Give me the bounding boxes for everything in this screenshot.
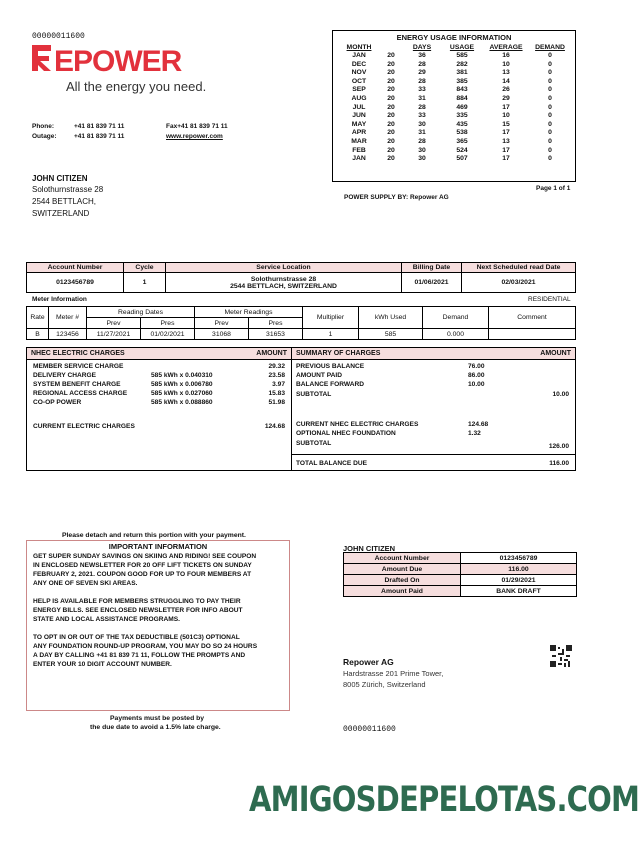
meter-title: Meter Information [32,296,87,303]
customer-name: JOHN CITIZEN [32,174,88,183]
demand-value: 0.000 [423,329,489,340]
info-line: FEBRUARY 2, 2021. COUPON GOOD FOR UP TO FOUR MEMBERS AT [33,571,252,578]
usage-cell: 31 [418,94,426,102]
usage-cell: 884 [456,94,468,102]
cycle-header: Cycle [124,263,166,273]
customer-city: 2544 BETTLACH, [32,197,97,206]
usage-cell: 0 [548,129,552,137]
watermark-text: AMIGOSDEPELOTAS.COM [249,780,639,820]
document-number: 00000011600 [32,32,85,41]
usage-cell: 435 [456,120,468,128]
usage-row [339,86,571,95]
supplier-line: POWER SUPPLY BY: Repower AG [344,194,449,201]
nhec-amount-header: AMOUNT [256,350,287,357]
usage-cell: 29 [502,94,510,102]
usage-cell: 0 [548,94,552,102]
usage-cell: 33 [418,112,426,120]
account-table [26,262,576,293]
usage-row [339,104,571,113]
pres-date-value: 01/02/2021 [141,329,195,340]
summary-title: SUMMARY OF CHARGES [296,350,381,357]
usage-cell: 28 [418,103,426,111]
usage-cell: 13 [502,137,510,145]
foundation-value: 1.32 [468,430,481,437]
usage-row [339,121,571,130]
usage-cell: DEC [351,60,367,68]
nhec-title: NHEC ELECTRIC CHARGES [31,350,125,357]
info-line: A DAY BY CALLING +41 81 839 71 11, FOLLOW THE PROMPTS AND [33,652,246,659]
account-number-header: Account Number [27,263,124,273]
usage-cell: 30 [418,120,426,128]
outage-number[interactable]: +41 81 839 71 11 [74,133,125,140]
previous-balance-value: 76.00 [468,363,485,370]
svg-text:EPOWER: EPOWER [54,45,182,78]
service-location: Solothurnstrasse 28 2544 BETTLACH, SWITZERLAND [166,273,402,293]
subtotal-label: SUBTOTAL [296,391,332,398]
usage-cell: 33 [418,86,426,94]
charge-amount: 51.98 [268,399,285,406]
usage-cell: 585 [456,52,468,59]
charge-detail: 585 kWh x 0.006780 [151,381,213,388]
usage-cell: 0 [548,86,552,94]
total-due-value: 116.00 [549,460,569,467]
payment-label: Amount Due [344,564,461,575]
info-line: IN ENCLOSED NEWSLETTER FOR 20 OFF LIFT TICKETS ON SUNDAY [33,562,252,569]
usage-col-usage: USAGE [449,44,475,51]
usage-col-demand: DEMAND [535,44,565,51]
usage-cell: 10 [502,112,510,120]
usage-cell: 36 [418,52,426,59]
usage-col-days: DAYS [412,44,432,51]
previous-balance-label: PREVIOUS BALANCE [296,363,365,370]
charge-detail: 585 kWh x 0.040310 [151,372,213,379]
prev-date-value: 11/27/2021 [87,329,141,340]
company-address-line2: 8005 Zürich, Switzerland [343,680,426,689]
usage-row [339,69,571,78]
usage-cell: 0 [548,69,552,77]
billing-date-header: Billing Date [402,263,462,273]
important-info-box [26,540,290,711]
balance-forward-value: 10.00 [468,381,485,388]
info-line: ANY FOUNDATION ROUND-UP PROGRAM, YOU MAY DO SO 24 HOURS [33,643,258,650]
current-charges-amount: 124.68 [264,423,285,430]
meter-number-value: 123456 [49,329,87,340]
usage-cell: 507 [456,155,468,163]
summary-box [292,347,576,471]
usage-cell: 28 [418,77,426,85]
usage-cell: APR [351,129,367,137]
amount-paid-label: AMOUNT PAID [296,372,343,379]
prev-read-value: 31068 [195,329,249,340]
payment-row [344,586,577,597]
energy-usage-box [332,30,576,182]
usage-cell: 28 [418,137,426,145]
website-link[interactable]: www.repower.com [166,133,223,140]
usage-cell: JAN [352,155,366,163]
kwh-value: 585 [359,329,423,340]
usage-cell: 17 [502,146,510,154]
usage-row [339,129,571,138]
info-line: ANY ONE OF SEVEN SKI AREAS. [33,580,138,587]
usage-cell: 0 [548,60,552,68]
usage-cell: 20 [387,112,395,120]
usage-cell: 0 [548,155,552,163]
usage-cell: 0 [548,146,552,154]
nhec-charges-box [26,347,292,471]
charge-amount: 15.83 [268,390,285,397]
usage-cell: 20 [387,60,395,68]
usage-cell: OCT [351,77,367,85]
payment-row [344,564,577,575]
usage-cell: JUN [352,112,366,120]
usage-row [339,147,571,156]
usage-cell: 20 [387,146,395,154]
subtotal2-label: SUBTOTAL [296,440,332,447]
subtotal2-value: 126.00 [548,443,569,450]
qr-code-icon [550,645,572,672]
usage-cell: 30 [418,155,426,163]
usage-title: ENERGY USAGE INFORMATION [396,33,512,42]
pres-read-header: Pres [249,318,303,329]
usage-row [339,138,571,147]
info-line: TO OPT IN OR OUT OF THE TAX DEDUCTIBLE (501C3) OPTIONAL [33,634,240,641]
usage-col-month: MONTH [346,44,372,51]
usage-cell: 524 [456,146,468,154]
company-name: Repower AG [343,657,394,667]
usage-cell: 14 [502,77,510,85]
usage-cell: 0 [548,112,552,120]
charge-label: SYSTEM BENEFIT CHARGE [33,381,121,388]
usage-cell: 17 [502,155,510,163]
usage-cell: 282 [456,60,468,68]
charge-detail: 585 kWh x 0.027060 [151,390,213,397]
next-read-date: 02/03/2021 [462,273,576,293]
billing-date: 01/06/2021 [402,273,462,293]
usage-cell: 26 [502,86,510,94]
page-indicator: Page 1 of 1 [536,185,571,192]
meter-table [26,306,576,340]
total-due-label: TOTAL BALANCE DUE [296,460,368,467]
charge-amount: 3.97 [272,381,285,388]
charge-amount: 29.32 [268,363,285,370]
foundation-label: OPTIONAL NHEC FOUNDATION [296,430,396,437]
usage-cell: AUG [351,94,367,102]
rate-header: Rate [27,307,49,329]
usage-cell: JUL [352,103,366,111]
account-number: 0123456789 [27,273,124,293]
payment-table [343,552,577,597]
usage-cell: 29 [418,69,426,77]
usage-cell: 20 [387,155,395,163]
prev-date-header: Prev [87,318,141,329]
demand-header: Demand [423,307,489,329]
charge-label: MEMBER SERVICE CHARGE [33,363,124,370]
post-note-line1: Payments must be posted by [110,715,205,722]
usage-cell: 385 [456,77,468,85]
usage-cell: 20 [387,86,395,94]
info-paragraph-1 [27,552,289,588]
next-read-header: Next Scheduled read Date [462,263,576,273]
rate-value: B [27,329,49,340]
charge-amount: 23.58 [268,372,285,379]
usage-cell: 20 [387,52,395,59]
usage-row [339,78,571,87]
pres-date-header: Pres [141,318,195,329]
usage-cell: 20 [387,129,395,137]
detach-note: Please detach and return this portion with your payment. [62,532,246,539]
payment-value: BANK DRAFT [461,586,577,597]
charge-label: DELIVERY CHARGE [33,372,97,379]
payment-row [344,553,577,564]
charge-detail: 585 kWh x 0.088860 [151,399,213,406]
usage-table [339,43,571,164]
info-line: HELP IS AVAILABLE FOR MEMBERS STRUGGLING TO PAY THEIR [33,598,241,605]
info-line: STATE AND LOCAL ASSISTANCE PROGRAMS. [33,616,181,623]
usage-cell: NOV [351,69,367,77]
stub-document-number: 00000011600 [343,725,396,734]
usage-cell: 10 [502,60,510,68]
important-title: IMPORTANT INFORMATION [108,542,208,551]
usage-cell: 381 [456,69,468,77]
multiplier-header: Multiplier [303,307,359,329]
usage-row [339,52,571,61]
current-nhec-label: CURRENT NHEC ELECTRIC CHARGES [296,421,419,428]
payment-label: Account Number [344,553,461,564]
usage-cell: 20 [387,77,395,85]
charge-label: REGIONAL ACCESS CHARGE [33,390,128,397]
usage-cell: 20 [387,137,395,145]
usage-cell: 365 [456,137,468,145]
payment-value: 01/29/2021 [461,575,577,586]
usage-cell: 20 [387,69,395,77]
balance-forward-label: BALANCE FORWARD [296,381,365,388]
usage-cell: 0 [548,52,552,59]
payment-label: Amount Paid [344,586,461,597]
usage-cell: 31 [418,129,426,137]
usage-cell: 16 [502,52,510,59]
reading-dates-header: Reading Dates [87,307,195,318]
tagline: All the energy you need. [66,79,207,94]
payment-label: Drafted On [344,575,461,586]
company-address-line1: Hardstrasse 201 Prime Tower, [343,669,444,678]
repower-logo [32,42,192,81]
usage-cell: 0 [548,120,552,128]
usage-cell: 17 [502,103,510,111]
cycle: 1 [124,273,166,293]
payment-row [344,575,577,586]
prev-read-header: Prev [195,318,249,329]
payment-value: 0123456789 [461,553,577,564]
post-note-line2: the due date to avoid a 1.5% late charge. [90,724,221,731]
usage-row [339,61,571,70]
usage-cell: 843 [456,86,468,94]
service-location-header: Service Location [166,263,402,273]
usage-col-average: AVERAGE [489,44,523,51]
fax-number: Fax+41 81 839 71 11 [166,123,228,130]
phone-number[interactable]: +41 81 839 71 11 [74,123,125,130]
usage-cell: MAR [351,137,367,145]
usage-cell: 15 [502,120,510,128]
multiplier-value: 1 [303,329,359,340]
info-line: ENTER YOUR 10 DIGIT ACCOUNT NUMBER. [33,661,172,668]
usage-cell: MAY [351,120,367,128]
meter-readings-header: Meter Readings [195,307,303,318]
stub-customer-name: JOHN CITIZEN [343,544,396,553]
usage-cell: 30 [418,146,426,154]
usage-cell: 17 [502,129,510,137]
comment-value [489,329,576,340]
usage-cell: 20 [387,120,395,128]
info-paragraph-3 [27,633,289,669]
info-line: GET SUPER SUNDAY SAVINGS ON SKIING AND RIDING! SEE COUPON [33,553,257,560]
meter-number-header: Meter # [49,307,87,329]
usage-cell: 0 [548,103,552,111]
phone-label: Phone: [32,123,55,130]
pres-read-value: 31653 [249,329,303,340]
customer-country: SWITZERLAND [32,209,90,218]
usage-cell: JAN [352,52,366,59]
usage-row [339,112,571,121]
info-line: ENERGY BILLS. SEE ENCLOSED NEWSLETTER FOR INFO ABOUT [33,607,243,614]
usage-cell: 20 [387,94,395,102]
payment-value: 116.00 [461,564,577,575]
usage-cell: 13 [502,69,510,77]
info-paragraph-2 [27,597,289,624]
summary-amount-header: AMOUNT [540,350,571,357]
amount-paid-value: 86.00 [468,372,485,379]
usage-cell: 538 [456,129,468,137]
current-nhec-value: 124.68 [468,421,489,428]
usage-cell: 0 [548,137,552,145]
meter-type: RESIDENTIAL [528,296,571,303]
customer-street: Solothurnstrasse 28 [32,185,104,194]
usage-cell: 469 [456,103,468,111]
comment-header: Comment [489,307,576,329]
outage-label: Outage: [32,133,57,140]
usage-cell: 20 [387,103,395,111]
charge-label: CO-OP POWER [33,399,82,406]
current-charges-label: CURRENT ELECTRIC CHARGES [33,423,135,430]
usage-cell: 0 [548,77,552,85]
usage-cell: SEP [352,86,366,94]
usage-cell: FEB [352,146,366,154]
usage-row [339,95,571,104]
usage-row [339,155,571,164]
usage-cell: 28 [418,60,426,68]
subtotal-value: 10.00 [552,391,569,398]
kwh-header: kWh Used [359,307,423,329]
usage-cell: 335 [456,112,468,120]
